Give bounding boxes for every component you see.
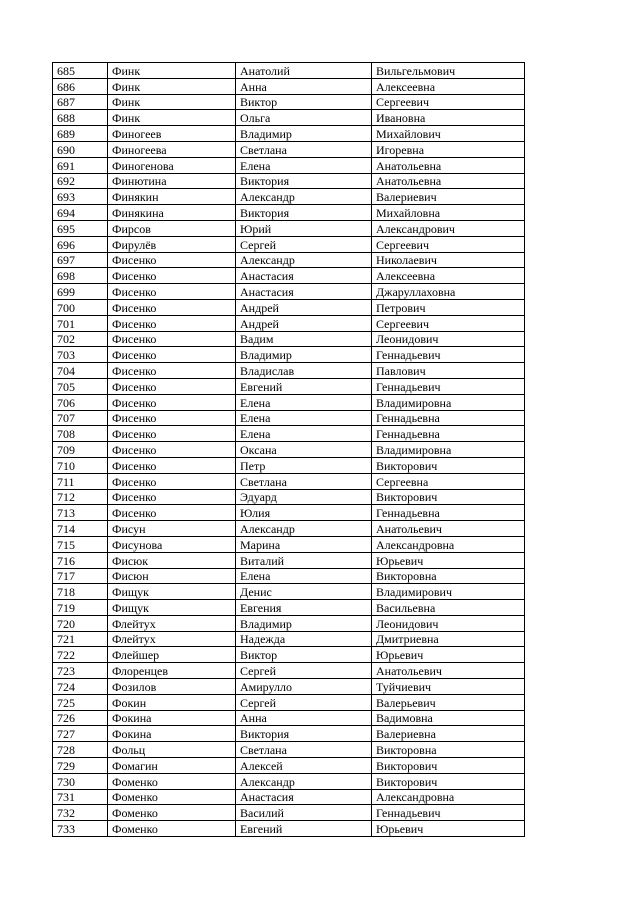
patronymic-cell: Сергеевич	[372, 315, 525, 331]
last-name-cell: Флейтух	[108, 615, 236, 631]
patronymic-cell: Валериевич	[372, 189, 525, 205]
row-number-cell: 687	[53, 94, 108, 110]
row-number-cell: 719	[53, 600, 108, 616]
first-name-cell: Петр	[236, 457, 372, 473]
first-name-cell: Марина	[236, 536, 372, 552]
last-name-cell: Фищук	[108, 600, 236, 616]
last-name-cell: Фисенко	[108, 315, 236, 331]
first-name-cell: Александр	[236, 521, 372, 537]
last-name-cell: Финк	[108, 63, 236, 79]
patronymic-cell: Александровна	[372, 536, 525, 552]
table-row	[53, 78, 525, 94]
table-row	[53, 378, 525, 394]
first-name-cell: Василий	[236, 805, 372, 821]
table-row	[53, 394, 525, 410]
patronymic-cell: Леонидович	[372, 615, 525, 631]
table-row	[53, 821, 525, 837]
last-name-cell: Фомагин	[108, 758, 236, 774]
table-row	[53, 442, 525, 458]
last-name-cell: Фисенко	[108, 331, 236, 347]
patronymic-cell: Леонидович	[372, 331, 525, 347]
table-row	[53, 773, 525, 789]
table-row	[53, 536, 525, 552]
row-number-cell: 725	[53, 694, 108, 710]
table-row	[53, 584, 525, 600]
last-name-cell: Фольц	[108, 742, 236, 758]
last-name-cell: Финогеева	[108, 141, 236, 157]
row-number-cell: 710	[53, 457, 108, 473]
last-name-cell: Фисунова	[108, 536, 236, 552]
row-number-cell: 686	[53, 78, 108, 94]
row-number-cell: 697	[53, 252, 108, 268]
first-name-cell: Оксана	[236, 442, 372, 458]
first-name-cell: Елена	[236, 410, 372, 426]
table-row	[53, 252, 525, 268]
row-number-cell: 716	[53, 552, 108, 568]
table-row	[53, 284, 525, 300]
last-name-cell: Фисенко	[108, 299, 236, 315]
table-row	[53, 315, 525, 331]
first-name-cell: Виталий	[236, 552, 372, 568]
table-row	[53, 347, 525, 363]
table-row	[53, 710, 525, 726]
row-number-cell: 693	[53, 189, 108, 205]
first-name-cell: Юлия	[236, 505, 372, 521]
patronymic-cell: Анатольевна	[372, 173, 525, 189]
patronymic-cell: Михайлович	[372, 126, 525, 142]
first-name-cell: Сергей	[236, 236, 372, 252]
first-name-cell: Елена	[236, 157, 372, 173]
table-row	[53, 631, 525, 647]
first-name-cell: Андрей	[236, 315, 372, 331]
last-name-cell: Фоменко	[108, 773, 236, 789]
first-name-cell: Андрей	[236, 299, 372, 315]
first-name-cell: Алексей	[236, 758, 372, 774]
patronymic-cell: Сергеевич	[372, 236, 525, 252]
last-name-cell: Фисенко	[108, 505, 236, 521]
patronymic-cell: Валериевна	[372, 726, 525, 742]
first-name-cell: Амирулло	[236, 679, 372, 695]
last-name-cell: Фисенко	[108, 252, 236, 268]
first-name-cell: Виктория	[236, 726, 372, 742]
patronymic-cell: Владимирович	[372, 584, 525, 600]
last-name-cell: Фоменко	[108, 805, 236, 821]
first-name-cell: Сергей	[236, 663, 372, 679]
row-number-cell: 717	[53, 568, 108, 584]
row-number-cell: 723	[53, 663, 108, 679]
patronymic-cell: Викторович	[372, 758, 525, 774]
patronymic-cell: Алексеевна	[372, 78, 525, 94]
patronymic-cell: Вильгельмович	[372, 63, 525, 79]
patronymic-cell: Анатольевна	[372, 157, 525, 173]
row-number-cell: 730	[53, 773, 108, 789]
patronymic-cell: Владимировна	[372, 394, 525, 410]
row-number-cell: 704	[53, 363, 108, 379]
row-number-cell: 726	[53, 710, 108, 726]
patronymic-cell: Игоревна	[372, 141, 525, 157]
row-number-cell: 685	[53, 63, 108, 79]
first-name-cell: Светлана	[236, 742, 372, 758]
table-row	[53, 473, 525, 489]
last-name-cell: Фокин	[108, 694, 236, 710]
table-row	[53, 268, 525, 284]
table-row	[53, 726, 525, 742]
table-row	[53, 679, 525, 695]
table-row	[53, 647, 525, 663]
row-number-cell: 728	[53, 742, 108, 758]
row-number-cell: 715	[53, 536, 108, 552]
patronymic-cell: Павлович	[372, 363, 525, 379]
first-name-cell: Анастасия	[236, 268, 372, 284]
patronymic-cell: Сергеевна	[372, 473, 525, 489]
last-name-cell: Фоменко	[108, 789, 236, 805]
table-row	[53, 742, 525, 758]
row-number-cell: 689	[53, 126, 108, 142]
patronymic-cell: Валерьевич	[372, 694, 525, 710]
row-number-cell: 705	[53, 378, 108, 394]
last-name-cell: Финогенова	[108, 157, 236, 173]
row-number-cell: 733	[53, 821, 108, 837]
table-row	[53, 521, 525, 537]
row-number-cell: 706	[53, 394, 108, 410]
row-number-cell: 732	[53, 805, 108, 821]
table-row	[53, 505, 525, 521]
last-name-cell: Фисун	[108, 521, 236, 537]
last-name-cell: Фисенко	[108, 378, 236, 394]
patronymic-cell: Геннадьевна	[372, 426, 525, 442]
table-row	[53, 568, 525, 584]
patronymic-cell: Викторовна	[372, 742, 525, 758]
row-number-cell: 698	[53, 268, 108, 284]
last-name-cell: Фисенко	[108, 268, 236, 284]
first-name-cell: Вадим	[236, 331, 372, 347]
last-name-cell: Финякина	[108, 205, 236, 221]
table-row	[53, 63, 525, 79]
table-row	[53, 236, 525, 252]
row-number-cell: 720	[53, 615, 108, 631]
last-name-cell: Флоренцев	[108, 663, 236, 679]
patronymic-cell: Петрович	[372, 299, 525, 315]
row-number-cell: 699	[53, 284, 108, 300]
first-name-cell: Анатолий	[236, 63, 372, 79]
table-row	[53, 457, 525, 473]
table-row	[53, 426, 525, 442]
first-name-cell: Виктор	[236, 647, 372, 663]
row-number-cell: 695	[53, 220, 108, 236]
patronymic-cell: Юрьевич	[372, 647, 525, 663]
patronymic-cell: Дмитриевна	[372, 631, 525, 647]
patronymic-cell: Туйчиевич	[372, 679, 525, 695]
row-number-cell: 731	[53, 789, 108, 805]
row-number-cell: 707	[53, 410, 108, 426]
first-name-cell: Виктория	[236, 205, 372, 221]
first-name-cell: Елена	[236, 394, 372, 410]
patronymic-cell: Владимировна	[372, 442, 525, 458]
patronymic-cell: Анатольевич	[372, 663, 525, 679]
patronymic-cell: Викторович	[372, 489, 525, 505]
patronymic-cell: Васильевна	[372, 600, 525, 616]
first-name-cell: Владимир	[236, 347, 372, 363]
table-row	[53, 694, 525, 710]
row-number-cell: 700	[53, 299, 108, 315]
row-number-cell: 688	[53, 110, 108, 126]
row-number-cell: 701	[53, 315, 108, 331]
last-name-cell: Фирсов	[108, 220, 236, 236]
table-row	[53, 363, 525, 379]
last-name-cell: Фисенко	[108, 284, 236, 300]
last-name-cell: Финк	[108, 94, 236, 110]
last-name-cell: Финк	[108, 78, 236, 94]
first-name-cell: Сергей	[236, 694, 372, 710]
table-row	[53, 615, 525, 631]
row-number-cell: 709	[53, 442, 108, 458]
table-row	[53, 410, 525, 426]
patronymic-cell: Алексеевна	[372, 268, 525, 284]
first-name-cell: Александр	[236, 773, 372, 789]
last-name-cell: Фисенко	[108, 363, 236, 379]
last-name-cell: Фисенко	[108, 410, 236, 426]
patronymic-cell: Джаруллаховна	[372, 284, 525, 300]
row-number-cell: 690	[53, 141, 108, 157]
first-name-cell: Анна	[236, 710, 372, 726]
table-row	[53, 331, 525, 347]
last-name-cell: Фисюн	[108, 568, 236, 584]
first-name-cell: Эдуард	[236, 489, 372, 505]
last-name-cell: Фокина	[108, 726, 236, 742]
first-name-cell: Анна	[236, 78, 372, 94]
patronymic-cell: Вадимовна	[372, 710, 525, 726]
patronymic-cell: Викторович	[372, 457, 525, 473]
row-number-cell: 721	[53, 631, 108, 647]
last-name-cell: Фисенко	[108, 426, 236, 442]
row-number-cell: 703	[53, 347, 108, 363]
first-name-cell: Евгения	[236, 600, 372, 616]
patronymic-cell: Николаевич	[372, 252, 525, 268]
last-name-cell: Финякин	[108, 189, 236, 205]
row-number-cell: 702	[53, 331, 108, 347]
table-row	[53, 126, 525, 142]
table-row	[53, 141, 525, 157]
last-name-cell: Фозилов	[108, 679, 236, 695]
last-name-cell: Фисенко	[108, 442, 236, 458]
patronymic-cell: Михайловна	[372, 205, 525, 221]
table-row	[53, 157, 525, 173]
first-name-cell: Виктор	[236, 94, 372, 110]
table-row	[53, 94, 525, 110]
table-row	[53, 805, 525, 821]
first-name-cell: Владимир	[236, 126, 372, 142]
first-name-cell: Денис	[236, 584, 372, 600]
table-row	[53, 663, 525, 679]
last-name-cell: Финк	[108, 110, 236, 126]
last-name-cell: Финогеев	[108, 126, 236, 142]
first-name-cell: Евгений	[236, 378, 372, 394]
row-number-cell: 692	[53, 173, 108, 189]
row-number-cell: 718	[53, 584, 108, 600]
last-name-cell: Флейшер	[108, 647, 236, 663]
table-body	[53, 63, 525, 837]
last-name-cell: Финютина	[108, 173, 236, 189]
first-name-cell: Светлана	[236, 473, 372, 489]
first-name-cell: Александр	[236, 189, 372, 205]
patronymic-cell: Геннадьевич	[372, 347, 525, 363]
first-name-cell: Юрий	[236, 220, 372, 236]
patronymic-cell: Александровна	[372, 789, 525, 805]
row-number-cell: 708	[53, 426, 108, 442]
patronymic-cell: Анатольевич	[372, 521, 525, 537]
patronymic-cell: Юрьевич	[372, 552, 525, 568]
table-row	[53, 552, 525, 568]
last-name-cell: Фисенко	[108, 394, 236, 410]
table-row	[53, 489, 525, 505]
table-row	[53, 220, 525, 236]
patronymic-cell: Викторович	[372, 773, 525, 789]
first-name-cell: Евгений	[236, 821, 372, 837]
last-name-cell: Фисенко	[108, 489, 236, 505]
patronymic-cell: Викторовна	[372, 568, 525, 584]
name-list-table	[52, 62, 525, 837]
patronymic-cell: Сергеевич	[372, 94, 525, 110]
first-name-cell: Анастасия	[236, 789, 372, 805]
last-name-cell: Фокина	[108, 710, 236, 726]
row-number-cell: 696	[53, 236, 108, 252]
row-number-cell: 694	[53, 205, 108, 221]
first-name-cell: Ольга	[236, 110, 372, 126]
row-number-cell: 729	[53, 758, 108, 774]
row-number-cell: 712	[53, 489, 108, 505]
first-name-cell: Надежда	[236, 631, 372, 647]
table-row	[53, 205, 525, 221]
last-name-cell: Фисенко	[108, 347, 236, 363]
patronymic-cell: Юрьевич	[372, 821, 525, 837]
table-row	[53, 758, 525, 774]
table-row	[53, 299, 525, 315]
first-name-cell: Владислав	[236, 363, 372, 379]
patronymic-cell: Александрович	[372, 220, 525, 236]
patronymic-cell: Геннадьевич	[372, 378, 525, 394]
table-row	[53, 789, 525, 805]
row-number-cell: 691	[53, 157, 108, 173]
last-name-cell: Флейтух	[108, 631, 236, 647]
first-name-cell: Александр	[236, 252, 372, 268]
first-name-cell: Елена	[236, 568, 372, 584]
last-name-cell: Фисенко	[108, 473, 236, 489]
first-name-cell: Виктория	[236, 173, 372, 189]
row-number-cell: 727	[53, 726, 108, 742]
first-name-cell: Елена	[236, 426, 372, 442]
table-row	[53, 600, 525, 616]
row-number-cell: 714	[53, 521, 108, 537]
row-number-cell: 711	[53, 473, 108, 489]
patronymic-cell: Геннадьевна	[372, 505, 525, 521]
table-row	[53, 189, 525, 205]
row-number-cell: 722	[53, 647, 108, 663]
last-name-cell: Фисенко	[108, 457, 236, 473]
patronymic-cell: Геннадьевна	[372, 410, 525, 426]
last-name-cell: Фирулёв	[108, 236, 236, 252]
last-name-cell: Фисюк	[108, 552, 236, 568]
row-number-cell: 724	[53, 679, 108, 695]
first-name-cell: Светлана	[236, 141, 372, 157]
first-name-cell: Анастасия	[236, 284, 372, 300]
first-name-cell: Владимир	[236, 615, 372, 631]
patronymic-cell: Геннадьевич	[372, 805, 525, 821]
row-number-cell: 713	[53, 505, 108, 521]
last-name-cell: Фищук	[108, 584, 236, 600]
patronymic-cell: Ивановна	[372, 110, 525, 126]
table-row	[53, 173, 525, 189]
last-name-cell: Фоменко	[108, 821, 236, 837]
table-row	[53, 110, 525, 126]
